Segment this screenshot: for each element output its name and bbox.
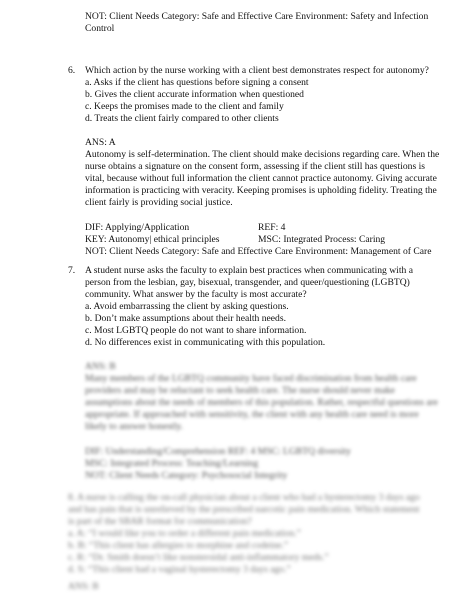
question-6-rationale-line: information is practicing with veracity. Keeping promises is upholding fidelity. Treating the bbox=[85, 185, 437, 196]
question-6-rationale-line: client fairly is providing social justice. bbox=[85, 197, 233, 208]
blurred-line: assumptions about the needs of members of this population. Rather, respectful questions are bbox=[85, 397, 438, 408]
question-6-option-c: c. Keeps the promises made to the client and family bbox=[85, 101, 284, 112]
question-6-difficulty: DIF: Applying/Application bbox=[85, 222, 190, 233]
question-6-option-d: d. Treats the client fairly compared to other clients bbox=[85, 113, 279, 124]
blurred-line: d. S: “This client had a vaginal hysterectomy 3 days ago.” bbox=[68, 564, 291, 575]
prev-question-not-line: NOT: Client Needs Category: Safe and Effective Care Environment: Safety and Infection bbox=[85, 11, 429, 22]
question-6-msc: MSC: Integrated Process: Caring bbox=[258, 234, 386, 245]
question-6-reference: REF: 4 bbox=[258, 222, 286, 233]
question-6-stem: Which action by the nurse working with a client best demonstrates respect for autonomy? bbox=[85, 65, 429, 76]
blurred-line: appropriate. If approached with sensitivity, the client with any health care need is more bbox=[85, 409, 419, 420]
question-6-rationale-line: vital, because without full information the client cannot practice autonomy. Giving accurate bbox=[85, 173, 437, 184]
question-6-rationale-line: Autonomy is self-determination. The client should make decisions regarding care. When the bbox=[85, 149, 440, 160]
blurred-line: providers and may be reluctant to seek health care. The nurse should never make bbox=[85, 385, 395, 396]
blurred-answer: ANS: B bbox=[85, 361, 116, 372]
question-7-stem-line: A student nurse asks the faculty to explain best practices when communicating with a bbox=[85, 265, 413, 276]
question-6-not: NOT: Client Needs Category: Safe and Effective Care Environment: Management of Care bbox=[85, 246, 432, 257]
blurred-line: is part of the SBAR format for communication? bbox=[68, 516, 252, 527]
question-7-option-a: a. Avoid embarrassing the client by asking questions. bbox=[85, 301, 289, 312]
prev-question-not-line-continued: Control bbox=[85, 23, 115, 34]
blurred-line: MSC: Integrated Process: Teaching/Learning bbox=[85, 458, 259, 469]
question-6-number: 6. bbox=[68, 65, 76, 76]
question-6-answer: ANS: A bbox=[85, 137, 116, 148]
blurred-line: 8. A nurse is calling the on-call physician about a client who had a hysterectomy 3 days ago bbox=[68, 492, 420, 503]
question-7-stem-line: community. What answer by the faculty is most accurate? bbox=[85, 289, 307, 300]
blurred-line: Many members of the LGBTQ community have faced discrimination from health care bbox=[85, 373, 417, 384]
blurred-line: NOT: Client Needs Category: Psychosocial Integrity bbox=[85, 470, 288, 481]
question-7-number: 7. bbox=[68, 265, 76, 276]
question-6-option-b: b. Gives the client accurate information when questioned bbox=[85, 89, 304, 100]
question-7-stem-line: person from the lesbian, gay, bisexual, transgender, and queer/questioning (LGBTQ) bbox=[85, 277, 410, 288]
question-7-option-c: c. Most LGBTQ people do not want to share information. bbox=[85, 325, 307, 336]
blurred-line: DIF: Understanding/Comprehension REF: 4 MSC: LGBTQ diversity bbox=[85, 446, 351, 457]
blurred-line: c. R: “Dr. Smith doesn’t like nonsteroidal anti-inflammatory meds.” bbox=[68, 552, 329, 563]
blurred-line: likely to answer honestly. bbox=[85, 421, 183, 432]
question-6-key: KEY: Autonomy| ethical principles bbox=[85, 234, 220, 245]
question-6-option-a: a. Asks if the client has questions before signing a consent bbox=[85, 77, 309, 88]
blurred-line: and has pain that is unrelieved by the prescribed narcotic pain medication. Which statement bbox=[68, 504, 420, 515]
question-6-rationale-line: nurse obtains a signature on the consent form, assessing if the client still has questions is bbox=[85, 161, 425, 172]
question-7-option-d: d. No differences exist in communicating with this population. bbox=[85, 337, 326, 348]
blurred-line: a. A: “I would like you to order a different pain medication.” bbox=[68, 528, 301, 539]
blurred-line: b. B: “This client has allergies to morphine and codeine.” bbox=[68, 540, 289, 551]
question-7-option-b: b. Don’t make assumptions about their health needs. bbox=[85, 313, 286, 324]
blurred-line: ANS: B bbox=[68, 581, 99, 592]
